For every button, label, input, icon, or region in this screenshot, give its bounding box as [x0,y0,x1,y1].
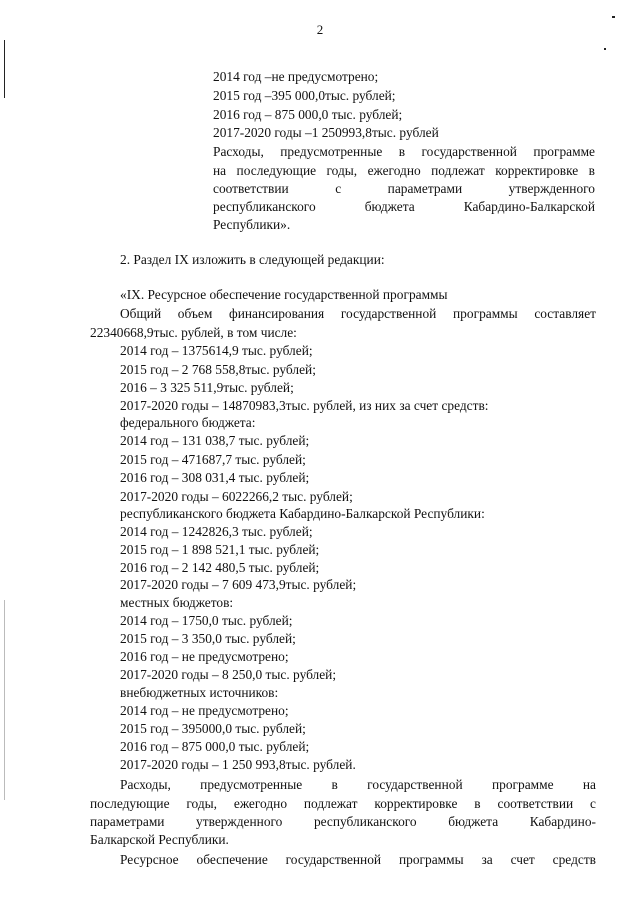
list-item: республиканского бюджета Кабардино-Балкарской Республики: [120,506,485,521]
text-line: Расходы, предусмотренные в государственной программе [213,144,595,159]
list-item: 2014 год – 1242826,3 тыс. рублей; [120,524,313,539]
list-item: 2017-2020 годы – 6022266,2 тыс. рублей; [120,489,353,504]
text-line: соответствии с параметрами утвержденного [213,181,595,196]
text-line: 22340668,9тыс. рублей, в том числе: [90,325,297,340]
section-item: 2. Раздел IX изложить в следующей редакции: [120,252,385,267]
list-item: 2015 год – 1 898 521,1 тыс. рублей; [120,542,320,557]
list-item: местных бюджетов: [120,595,234,610]
list-item: 2015 год – 3 350,0 тыс. рублей; [120,631,296,646]
text-line: 2015 год –395 000,0тыс. рублей; [213,88,396,103]
text-line: республиканского бюджета Кабардино-Балкарской [213,199,595,214]
list-item: внебюджетных источников: [120,685,279,700]
scan-speck [604,48,606,50]
list-item: 2014 год – не предусмотрено; [120,703,289,718]
list-item: 2014 год – 131 038,7 тыс. рублей; [120,433,310,448]
text-line: Расходы, предусмотренные в государственной программе на [120,777,596,792]
list-item: 2015 год – 395000,0 тыс. рублей; [120,721,306,736]
list-item: 2017-2020 годы – 7 609 473,9тыс. рублей; [120,577,357,592]
list-item: 2016 год – 2 142 480,5 тыс. рублей; [120,560,320,575]
list-item: 2016 – 3 325 511,9тыс. рублей; [120,380,294,395]
text-line: 2014 год –не предусмотрено; [213,69,379,84]
section-heading: «IX. Ресурсное обеспечение государственной программы [120,287,448,302]
list-item: 2017-2020 годы – 1 250 993,8тыс. рублей. [120,757,356,772]
list-item: 2017-2020 годы – 14870983,3тыс. рублей, из них за счет средств: [120,398,489,413]
scan-margin-line [4,600,5,800]
page-number: 2 [316,22,324,37]
scan-speck [612,16,615,18]
text-line: Балкарской Республики. [90,832,229,847]
text-line: Республики». [213,217,291,232]
text-line: 2017-2020 годы –1 250993,8тыс. рублей [213,125,439,140]
scan-margin-line [4,40,5,98]
text-line: Ресурсное обеспечение государственной программы за счет средств [120,852,596,867]
text-line: 2016 год – 875 000,0 тыс. рублей; [213,107,403,122]
list-item: 2014 год – 1750,0 тыс. рублей; [120,613,293,628]
list-item: 2016 год – 875 000,0 тыс. рублей; [120,739,310,754]
list-item: 2014 год – 1375614,9 тыс. рублей; [120,343,313,358]
text-line: параметрами утвержденного республиканского бюджета Кабардино- [90,814,596,829]
text-line: последующие годы, ежегодно подлежат корректировке в соответствии с [90,796,596,811]
list-item: 2016 год – не предусмотрено; [120,649,289,664]
text-line: Общий объем финансирования государственной программы составляет [120,306,596,321]
list-item: федерального бюджета: [120,415,256,430]
text-line: на последующие годы, ежегодно подлежат корректировке в [213,163,595,178]
list-item: 2017-2020 годы – 8 250,0 тыс. рублей; [120,667,337,682]
list-item: 2015 год – 471687,7 тыс. рублей; [120,452,306,467]
list-item: 2016 год – 308 031,4 тыс. рублей; [120,470,310,485]
list-item: 2015 год – 2 768 558,8тыс. рублей; [120,362,316,377]
